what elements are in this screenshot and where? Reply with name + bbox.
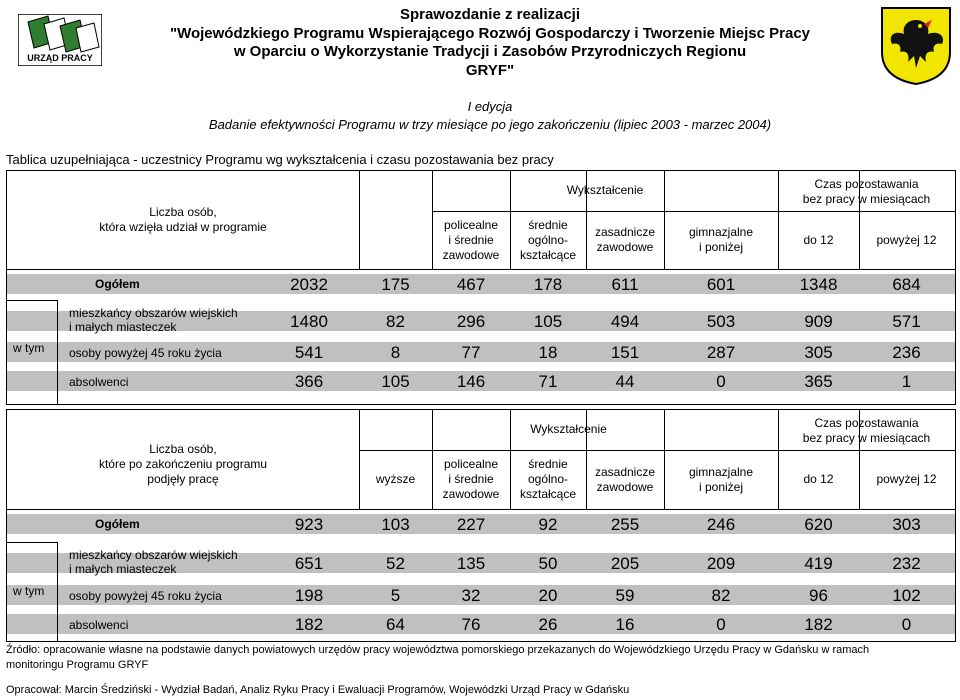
header-line: Czas pozostawania <box>814 177 919 191</box>
header-line: ogólno- <box>527 232 569 247</box>
value-cell: 205 <box>610 554 640 573</box>
header-line: bez pracy w miesiącach <box>802 192 931 206</box>
value-cell: 0 <box>716 372 726 391</box>
header-line: zasadnicze <box>594 225 656 239</box>
count-column-header <box>7 442 359 487</box>
table-header <box>7 410 955 510</box>
header-line: Liczba osób, <box>149 205 217 219</box>
label-line: mieszkańcy obszarów wiejskich <box>69 306 238 320</box>
header-line: Czas pozostawania <box>814 416 919 430</box>
header-line: która wzięła udział w programie <box>99 220 267 234</box>
value-cell: 102 <box>892 586 921 605</box>
header-line: i średnie <box>448 232 494 247</box>
education-column-header <box>432 218 510 263</box>
value-cell: 909 <box>804 312 833 331</box>
title-line: Sprawozdanie z realizacji <box>399 6 581 23</box>
value-cell: 20 <box>538 586 558 605</box>
header-line: Liczba osób, <box>149 442 217 456</box>
header-line: zawodowe <box>442 487 500 501</box>
value-cell: 684 <box>892 275 921 294</box>
pomorskie-crest-icon <box>880 6 952 86</box>
education-column-header <box>510 218 586 263</box>
education-group-header: Wykształcenie <box>530 422 607 436</box>
value-cell: 50 <box>538 554 558 573</box>
education-column-header <box>586 465 664 495</box>
value-cell: 620 <box>804 515 833 534</box>
value-cell: 198 <box>294 586 324 605</box>
value-cell: 1 <box>901 372 912 391</box>
header-line: zawodowe <box>596 479 654 494</box>
education-column-header <box>359 472 432 487</box>
w-tym-divider <box>57 300 58 404</box>
value-cell: 236 <box>892 343 921 362</box>
label-line: absolwenci <box>69 375 129 389</box>
value-cell: 419 <box>804 554 833 573</box>
header-line: zawodowe <box>596 240 654 254</box>
value-cell: 611 <box>611 275 639 294</box>
value-cell: 64 <box>386 615 405 634</box>
employed-table <box>6 409 956 642</box>
group-divider <box>359 450 955 451</box>
education-column-header <box>432 457 510 502</box>
value-cell: 227 <box>456 515 486 534</box>
w-tym-divider <box>7 300 57 301</box>
header-line: średnie <box>528 457 568 471</box>
value-cell: 182 <box>804 615 833 634</box>
value-cell: 0 <box>901 615 912 634</box>
count-column-header <box>7 205 359 235</box>
row-label <box>95 517 140 531</box>
value-cell: 175 <box>381 275 410 294</box>
header-line: ogólno- <box>527 472 569 486</box>
label-line: i małych miasteczek <box>69 320 177 334</box>
row-label <box>69 346 222 360</box>
value-cell: 77 <box>461 343 481 362</box>
label-line: mieszkańcy obszarów wiejskich <box>69 548 238 562</box>
table-caption: Tablica uzupełniająca - uczestnicy Programu wg wykształcenia i czasu pozostawania bez pracy <box>6 152 554 167</box>
value-cell: 494 <box>610 312 640 331</box>
value-cell: 71 <box>538 372 558 391</box>
value-cell: 1348 <box>799 275 838 294</box>
value-cell: 135 <box>456 554 486 573</box>
w-tym-divider <box>7 542 57 543</box>
education-group-header: Wykształcenie <box>566 183 644 197</box>
label-line: i małych miasteczek <box>69 562 177 576</box>
w-tym-label: w tym <box>13 341 45 355</box>
value-cell: 146 <box>456 372 486 391</box>
value-cell: 601 <box>706 275 736 294</box>
value-cell: 44 <box>615 372 635 391</box>
report-title <box>120 6 860 80</box>
value-cell: 541 <box>294 343 324 362</box>
header-line: i średnie <box>448 472 494 486</box>
value-cell: 287 <box>706 343 736 362</box>
label-line: Ogółem <box>95 277 140 291</box>
header-line: gimnazjalne <box>688 464 754 479</box>
value-cell: 59 <box>615 586 635 605</box>
value-cell: 365 <box>804 372 833 391</box>
education-column-header <box>664 465 778 495</box>
participants-table <box>6 170 956 405</box>
header-line: zasadnicze <box>594 464 656 479</box>
value-cell: 5 <box>390 586 401 605</box>
row-label <box>69 306 238 334</box>
group-divider <box>432 211 955 212</box>
logo-caption: URZĄD PRACY <box>27 53 93 63</box>
row-label <box>69 375 128 389</box>
row-label <box>69 589 222 603</box>
label-line: osoby powyżej 45 roku życia <box>69 346 222 360</box>
education-column-header <box>664 225 778 255</box>
value-cell: 182 <box>294 615 324 634</box>
value-cell: 32 <box>461 586 481 605</box>
time-column-header: powyżej 12 <box>876 232 937 247</box>
label-line: osoby powyżej 45 roku życia <box>69 589 222 603</box>
value-cell: 52 <box>386 554 405 573</box>
value-cell: 82 <box>711 586 731 605</box>
time-group-header <box>778 416 955 446</box>
header-line: wyższe <box>375 472 416 486</box>
row-label <box>69 618 128 632</box>
value-cell: 0 <box>716 615 726 634</box>
value-cell: 366 <box>294 372 324 391</box>
education-column-header <box>586 225 664 255</box>
header-line: średnie <box>528 217 568 232</box>
value-cell: 232 <box>892 554 921 573</box>
header-line: i poniżej <box>698 479 744 494</box>
prepared-by: Opracował: Marcin Średziński - Wydział Badań, Analiz Ryku Pracy i Ewaluacji Programów, Wojewódzki Urząd Pracy w Gdańsku <box>6 684 630 696</box>
label-line: Ogółem <box>95 517 140 531</box>
header-line: kształcące <box>519 487 577 501</box>
header-line: gimnazjalne <box>688 225 754 239</box>
value-cell: 2032 <box>290 275 328 294</box>
title-line: w Oparciu o Wykorzystanie Tradycji i Zasobów Przyrodniczych Regionu <box>233 43 747 60</box>
value-cell: 305 <box>804 343 833 362</box>
source-line: monitoringu Programu GRYF <box>6 659 149 671</box>
value-cell: 503 <box>706 312 736 331</box>
value-cell: 571 <box>892 312 921 331</box>
header-line: policealne <box>443 217 499 232</box>
value-cell: 103 <box>381 515 410 534</box>
value-cell: 923 <box>294 515 324 534</box>
header-line: zawodowe <box>442 247 500 262</box>
header-line: kształcące <box>519 247 577 262</box>
value-cell: 255 <box>610 515 640 534</box>
table-header <box>7 171 955 270</box>
value-cell: 16 <box>615 615 635 634</box>
value-cell: 467 <box>456 275 486 294</box>
value-cell: 105 <box>533 312 563 331</box>
header-line: podjęły pracę <box>147 472 219 486</box>
w-tym-divider <box>57 542 58 641</box>
source-note <box>6 643 946 673</box>
report-subtitle: Badanie efektywności Programu w trzy miesiące po jego zakończeniu (lipiec 2003 - marzec 2004) <box>208 117 772 132</box>
label-line: absolwenci <box>69 618 129 632</box>
row-label <box>69 548 238 576</box>
value-cell: 209 <box>706 554 736 573</box>
value-cell: 82 <box>386 312 405 331</box>
time-column-header: powyżej 12 <box>876 472 937 486</box>
value-cell: 8 <box>390 343 401 362</box>
value-cell: 303 <box>892 515 921 534</box>
source-line: Źródło: opracowanie własne na podstawie danych powiatowych urzędów pracy województwa pomorskiego przekazanych do Wojewódzkiego Urzędu Pracy w Gdańsku w ramach <box>6 644 870 656</box>
header-line: policealne <box>443 457 499 471</box>
value-cell: 18 <box>538 343 558 362</box>
value-cell: 296 <box>456 312 486 331</box>
header-line: które po zakończeniu programu <box>98 457 268 471</box>
value-cell: 92 <box>538 515 558 534</box>
value-cell: 26 <box>538 615 558 634</box>
title-line: "Wojewódzkiego Programu Wspierającego Rozwój Gospodarczy i Tworzenie Miejsc Pracy <box>169 24 811 42</box>
row-label <box>95 277 140 291</box>
time-group-header <box>778 177 955 207</box>
header-divider <box>359 171 360 269</box>
value-cell: 151 <box>610 343 640 362</box>
value-cell: 76 <box>461 615 481 634</box>
education-column-header <box>510 457 586 502</box>
value-cell: 651 <box>294 554 324 573</box>
header-line: bez pracy w miesiącach <box>802 431 931 445</box>
edition-label: I edycja <box>467 99 513 114</box>
time-column-header: do 12 <box>803 232 834 247</box>
value-cell: 96 <box>809 586 828 605</box>
w-tym-label: w tym <box>13 584 45 598</box>
time-column-header: do 12 <box>803 472 834 486</box>
value-cell: 178 <box>533 275 563 294</box>
value-cell: 105 <box>381 372 410 391</box>
value-cell: 246 <box>706 515 736 534</box>
header-line: i poniżej <box>698 240 744 254</box>
value-cell: 1480 <box>290 312 328 331</box>
title-line: GRYF" <box>465 61 515 79</box>
